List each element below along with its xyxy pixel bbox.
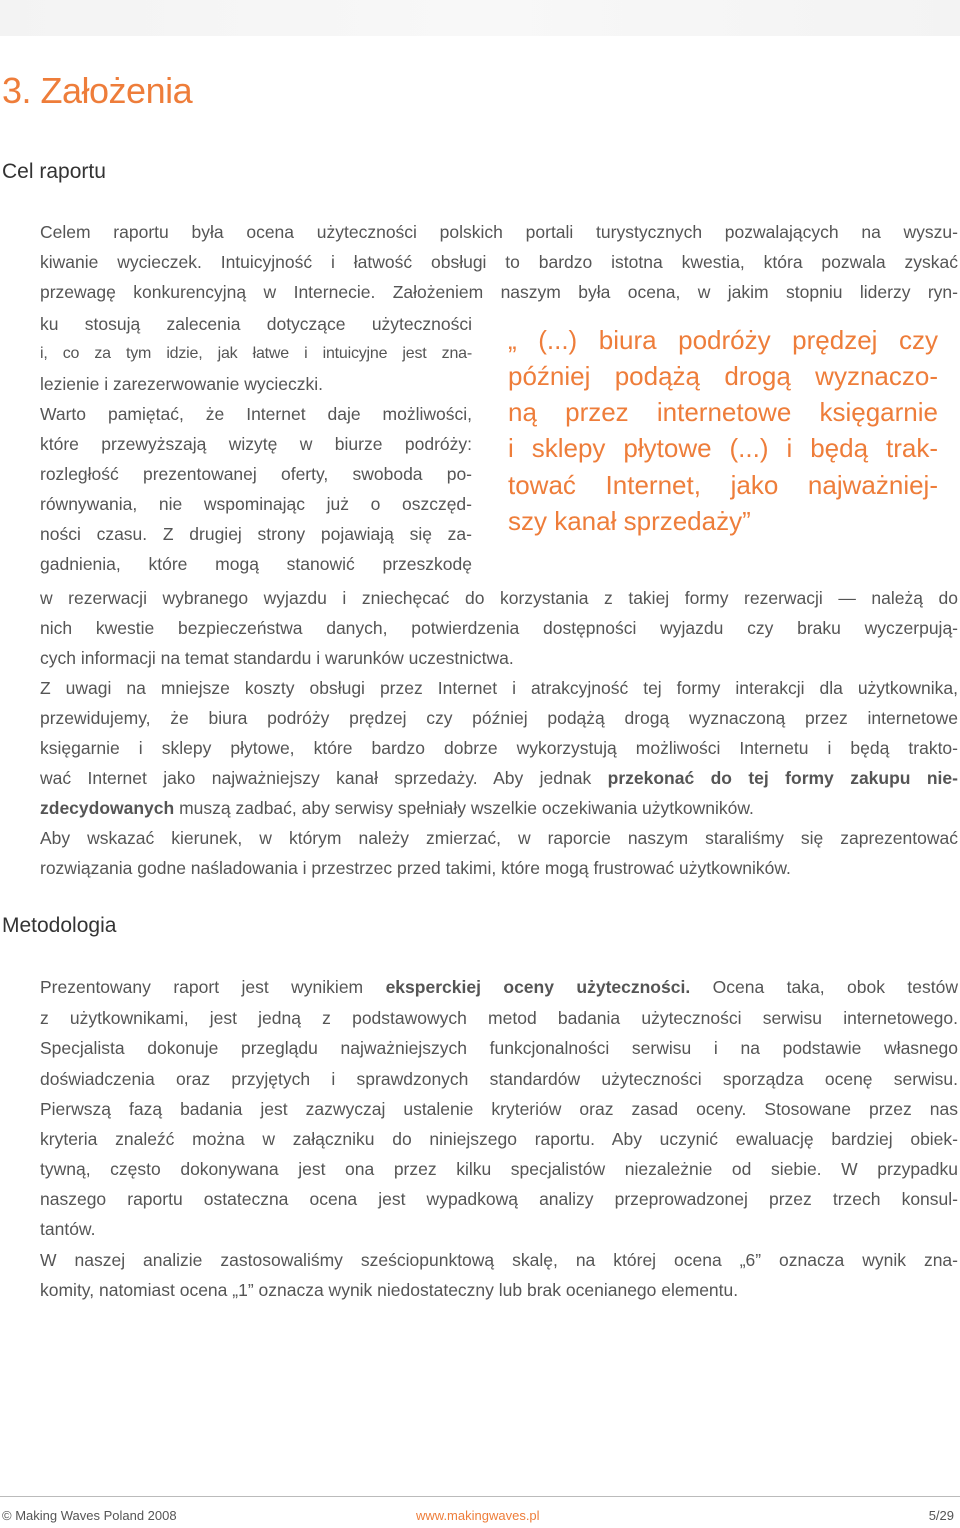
body-line: Warto pamiętać, że Internet daje możliwości, — [40, 404, 472, 424]
body-line: księgarnie i sklepy płytowe, które bardzo dobrze wykorzystują możliwości Internetu i będą trakto- — [40, 738, 958, 758]
emphasis-text: przekonać do tej formy zakupu nie- — [607, 768, 958, 788]
body-line: przewagę konkurencyjną w Internecie. Założeniem naszym była ocena, w jakim stopniu liderzy ryn- — [40, 282, 958, 302]
body-line: które przewyższają wizytę w biurze podróży: — [40, 434, 472, 454]
body-line: naszego raportu ostateczna ocena jest wypadkową analizy przeprowadzonej przez trzech konsul- — [40, 1189, 958, 1209]
body-line: lezienie i zarezerwowanie wycieczki. — [40, 374, 324, 394]
body-line: w rezerwacji wybranego wyjazdu i zniechęcać do korzystania z takiej formy rezerwacji — należą do — [40, 588, 958, 608]
body-line: rozległość prezentowanej oferty, swoboda po- — [40, 464, 472, 484]
body-line: Prezentowany raport jest wynikiem eksperckiej oceny użyteczności. Ocena taka, obok testów — [40, 977, 958, 997]
body-line: W naszej analizie zastosowaliśmy sześciopunktową skalę, na której ocena „6” oznacza wynik zna- — [40, 1250, 958, 1270]
body-line: komity, natomiast ocena „1” oznacza wynik niedostateczny lub brak ocenianego elementu. — [40, 1280, 739, 1300]
pull-quote-line: i sklepy płytowe (...) i będą trak- — [508, 433, 938, 463]
body-line: tantów. — [40, 1219, 96, 1239]
body-line: Specjalista dokonuje przeglądu najważniejszych funkcjonalności serwisu i na podstawie własnego — [40, 1038, 958, 1058]
body-line: i, co za tym idzie, jak łatwe i intuicyjne jest zna- — [40, 345, 472, 362]
page-number: 5/29 — [928, 1508, 954, 1523]
emphasis-text: zdecydowanych — [40, 798, 175, 818]
body-line: przewidujemy, że biura podróży prędzej czy później podążą drogą wyznaczoną przez internetowe — [40, 708, 958, 728]
header-band — [0, 0, 960, 36]
body-line: ności czasu. Z drugiej strony pojawiają się za- — [40, 524, 472, 544]
pull-quote-line: ną przez internetowe księgarnie — [508, 397, 938, 427]
body-line: Celem raportu była ocena użyteczności polskich portali turystycznych pozwalających na wyszu- — [40, 222, 958, 242]
body-line: z użytkownikami, jest jedną z podstawowych metod badania użyteczności serwisu internetowego. — [40, 1008, 958, 1028]
body-line: cych informacji na temat standardu i warunków uczestnictwa. — [40, 648, 514, 668]
body-line: doświadczenia oraz przyjętych i sprawdzonych standardów użyteczności sporządza ocenę serwisu. — [40, 1069, 958, 1089]
body-line: zdecydowanych muszą zadbać, aby serwisy spełniały wszelkie oczekiwania użytkowników. — [40, 798, 754, 818]
body-line: Pierwszą fazą badania jest zazwyczaj ustalenie kryteriów oraz zasad oceny. Stosowane przez nas — [40, 1099, 958, 1119]
pull-quote-line: później podążą drogą wyznaczo- — [508, 361, 938, 391]
pull-quote-line: szy kanał sprzedaży” — [508, 506, 751, 536]
pull-quote-line: tować Internet, jako najważniej- — [508, 470, 938, 500]
pull-quote-line: „ (...) biura podróży prędzej czy — [508, 325, 938, 355]
body-line: tywną, często dokonywana jest ona przez kilku specjalistów niezależnie od siebie. W przypadku — [40, 1159, 958, 1179]
body-line: rozwiązania godne naśladowania i przestrzec przed takimi, które mogą frustrować użytkowników. — [40, 858, 791, 878]
body-line: równywania, nie wspominając już o oszczęd- — [40, 494, 472, 514]
body-line: wać Internet jako najważniejszy kanał sprzedaży. Aby jednak przekonać do tej formy zakupu nie- — [40, 768, 958, 788]
footer-copyright: © Making Waves Poland 2008 — [2, 1508, 177, 1523]
section-heading-metodologia: Metodologia — [2, 914, 117, 937]
body-line: nich kwestie bezpieczeństwa danych, potwierdzenia dostępności wyjazdu czy braku wyczerpują- — [40, 618, 958, 638]
body-line: Aby wskazać kierunek, w którym należy zmierzać, w raporcie naszym staraliśmy się zaprezentować — [40, 828, 958, 848]
emphasis-text: eksperckiej oceny użyteczności. — [385, 977, 691, 997]
body-line: kryteria znaleźć można w załączniku do niniejszego raportu. Aby uczynić ewaluację bardziej obiek- — [40, 1129, 958, 1149]
page-title: 3. Założenia — [2, 70, 193, 111]
section-heading-cel-raportu: Cel raportu — [2, 160, 106, 183]
body-line: Z uwagi na mniejsze koszty obsługi przez Internet i atrakcyjność tej formy interakcji dla użytkownika, — [40, 678, 958, 698]
body-line: kiwanie wycieczek. Intuicyjność i łatwość obsługi to bardzo istotna kwestia, która pozwala zyskać — [40, 252, 958, 272]
footer-website-link[interactable]: www.makingwaves.pl — [416, 1508, 540, 1523]
body-line: gadnienia, które mogą stanowić przeszkodę — [40, 554, 472, 574]
body-line: ku stosują zalecenia dotyczące użyteczności — [40, 314, 472, 334]
footer-divider — [0, 1496, 960, 1497]
